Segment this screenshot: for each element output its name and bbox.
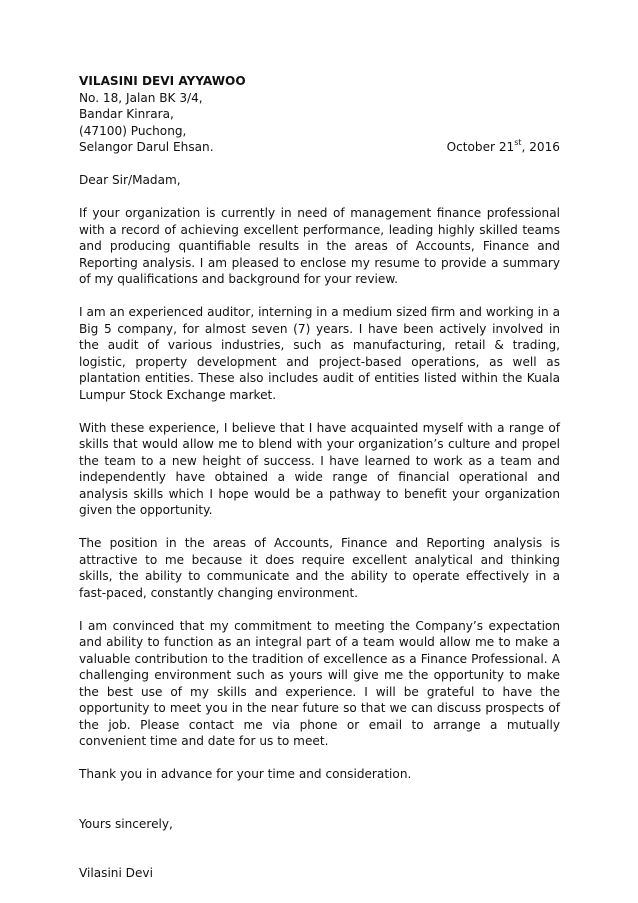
spacer <box>79 156 560 173</box>
body-paragraph-6: Thank you in advance for your time and consideration. <box>79 767 412 781</box>
body-paragraph-3: With these experience, I believe that I have acquainted myself with a range of skills that would allow me to blend with your organization’s culture and propel the team to a new height of success. I have learned to work as a team and independently have obtained a wide range of financial operational and analysis skills which I hope would be a pathway to benefit your organization given the opportunity. <box>79 420 560 517</box>
body-paragraph-5: I am convinced that my commitment to meeting the Company’s expectation and ability to function as an integral part of a team would allow me to make a valuable contribution to the tradition of excellence as a Finance Professional. A challenging environment such as yours will give me the opportunity to make the best use of my skills and experience. I will be grateful to have the opportunity to meet you in the near future so that we can discuss prospects of the job. Please contact me via phone or email to arrange a mutually convenient time and date for us to meet. <box>79 618 560 748</box>
closing: Yours sincerely, <box>79 816 173 831</box>
date-month-day: October 21 <box>446 140 515 154</box>
sender-block <box>79 73 560 156</box>
salutation: Dear Sir/Madam, <box>79 173 181 187</box>
signature-name: Vilasini Devi <box>79 866 153 880</box>
address-line: Selangor Darul Ehsan. <box>79 140 214 154</box>
letter-date <box>447 139 560 156</box>
body-paragraph-1: If your organization is currently in need of management finance professional with a record of achieving excellent performance, leading highly skilled teams and producing quantifiable results in the areas of Accounts, Finance and Reporting analysis. I am pleased to enclose my resume to provide a summary of my qualifications and background for your review. <box>79 206 560 286</box>
address-last-row <box>79 139 560 156</box>
spacer <box>79 799 560 816</box>
date-suffix: st <box>514 137 522 147</box>
sender-name: VILASINI DEVI AYYAWOO <box>79 74 246 88</box>
body-paragraph-2: I am an experienced auditor, interning in a medium sized firm and working in a Big 5 company, for almost seven (7) years. I have been actively involved in the audit of various industries, such as manufacturing, retail & trading, logistic, property development and project-based operations, as well as plantation entities. These also includes audit of entities listed within the Kuala Lumpur Stock Exchange market. <box>79 305 560 402</box>
cover-letter <box>79 73 560 882</box>
body-paragraph-4: The position in the areas of Accounts, Finance and Reporting analysis is attractive to me because it does require excellent analytical and thinking skills, the ability to communicate and the ability to operate effectively in a fast-paced, constantly changing environment. <box>79 536 560 600</box>
date-year: , 2016 <box>521 140 560 154</box>
address-line: Bandar Kinrara, <box>79 107 174 121</box>
address-line: No. 18, Jalan BK 3/4, <box>79 90 203 105</box>
address-line: (47100) Puchong, <box>79 123 187 138</box>
